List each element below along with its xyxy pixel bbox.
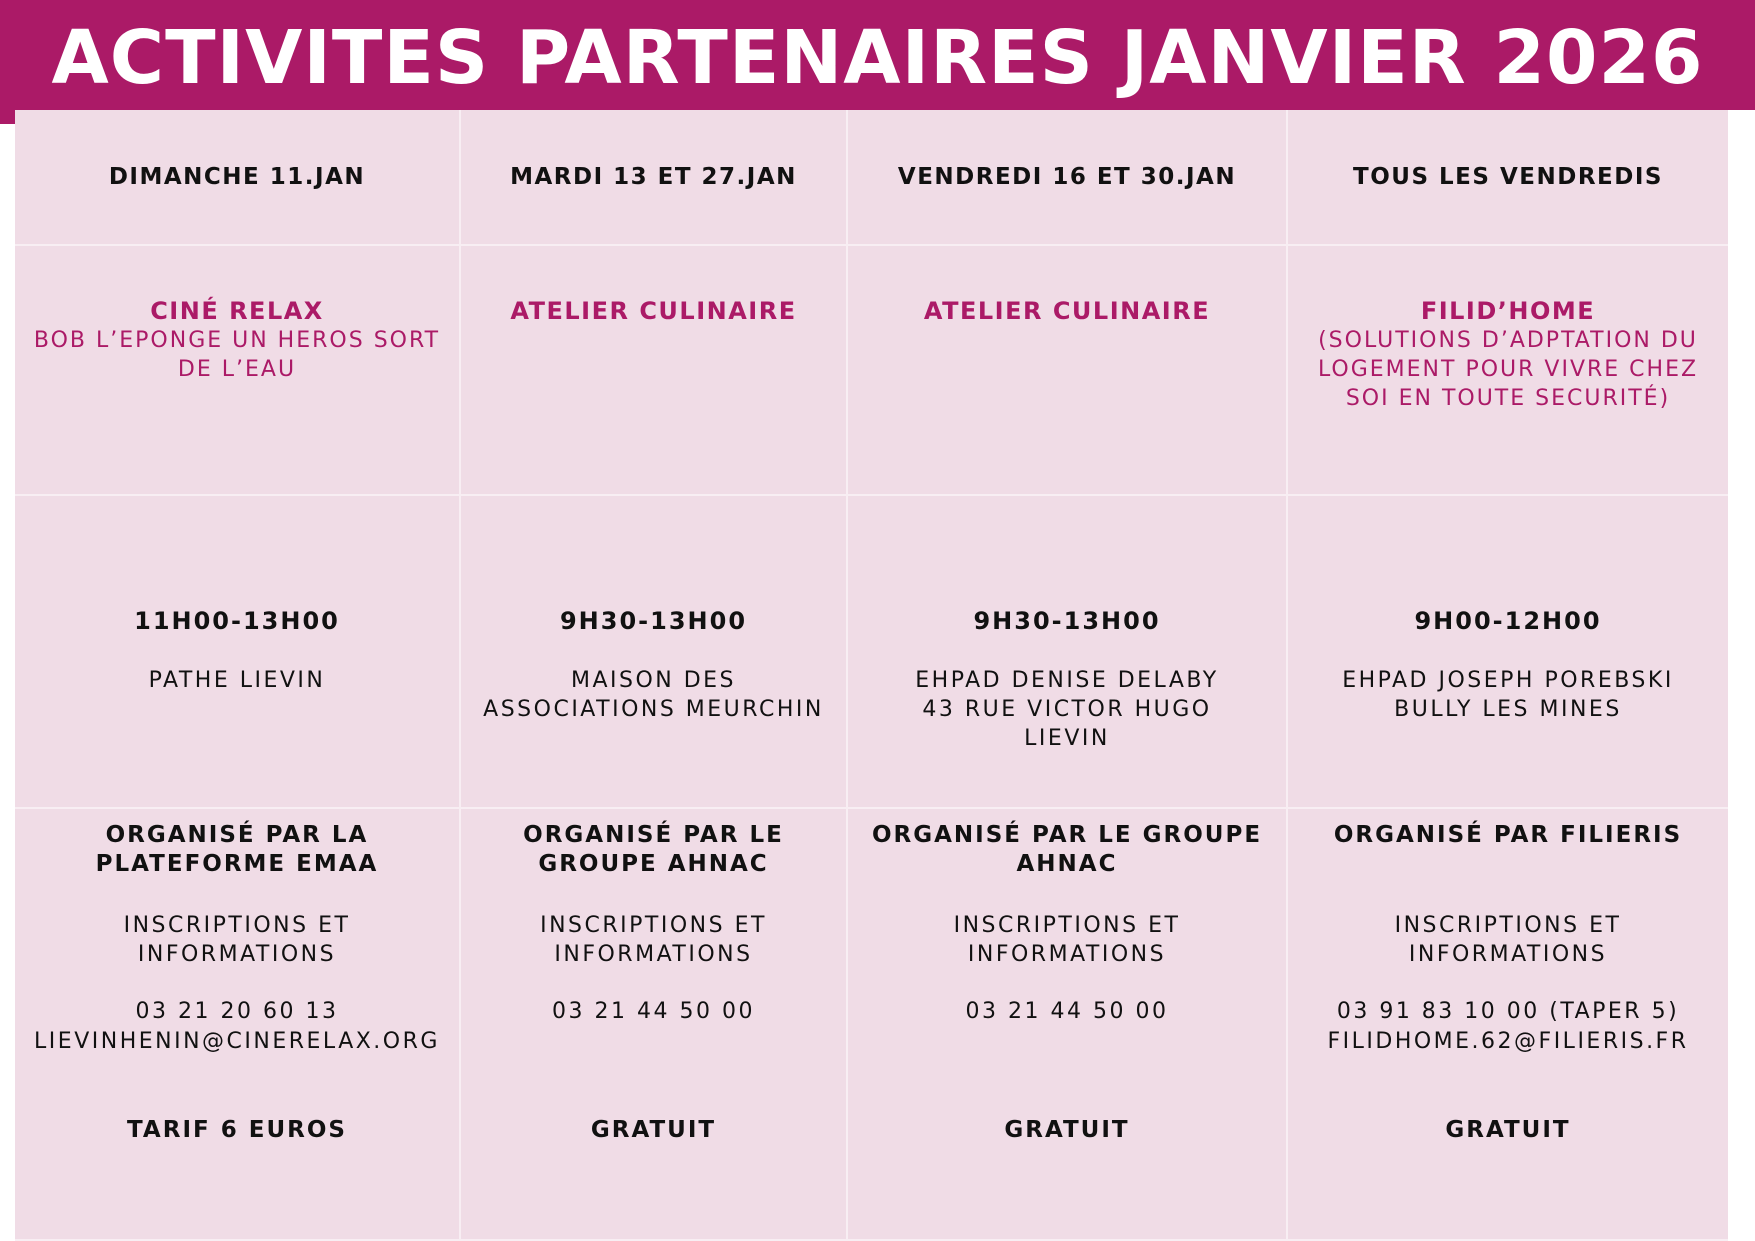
location: PATHE LIEVIN — [148, 668, 326, 693]
contact-info: 03 21 44 50 00 — [552, 999, 755, 1024]
time-range: 9H30-13H00 — [559, 607, 748, 635]
activity-subtitle: (SOLUTIONS D’ADPTATION DU LOGEMENT POUR VIVRE CHEZ SOI EN TOUTE SECURITÉ) — [1317, 328, 1699, 411]
price: GRATUIT — [1445, 1117, 1571, 1143]
organizer: ORGANISÉ PAR LA PLATEFORME EMAA — [95, 822, 379, 877]
activity-title: FILID’HOME — [1420, 297, 1596, 325]
registration-label: INSCRIPTIONS ET INFORMATIONS — [1394, 913, 1622, 967]
contact-info: 03 21 44 50 00 — [965, 999, 1169, 1024]
location: MAISON DES ASSOCIATIONS MEURCHIN — [483, 668, 824, 722]
activity-title: CINÉ RELAX — [150, 297, 324, 325]
info-cell-3 — [848, 809, 1288, 1241]
schedule-cell-1 — [15, 496, 461, 809]
time-range: 11H00-13H00 — [134, 607, 340, 635]
activities-table — [15, 110, 1728, 1241]
day-cell-2: MARDI 13 ET 27.JAN — [461, 110, 848, 246]
schedule-cell-4 — [1288, 496, 1728, 809]
contact-info: 03 21 20 60 13 LIEVINHENIN@CINERELAX.ORG — [34, 999, 440, 1054]
activity-subtitle: BOB L’EPONGE UN HEROS SORT DE L’EAU — [33, 328, 441, 382]
registration-label: INSCRIPTIONS ET INFORMATIONS — [953, 913, 1181, 967]
schedule-cell-2 — [461, 496, 848, 809]
registration-label: INSCRIPTIONS ET INFORMATIONS — [123, 913, 351, 967]
day-cell-3: VENDREDI 16 ET 30.JAN — [848, 110, 1288, 246]
price: GRATUIT — [590, 1117, 717, 1143]
activity-cell-1 — [15, 246, 461, 496]
price: TARIF 6 EUROS — [127, 1117, 347, 1143]
registration-label: INSCRIPTIONS ET INFORMATIONS — [540, 913, 767, 967]
info-cell-4 — [1288, 809, 1728, 1241]
activity-cell-4 — [1288, 246, 1728, 496]
header-notch-left — [0, 110, 15, 124]
activity-title: ATELIER CULINAIRE — [923, 297, 1211, 325]
day-cell-4: TOUS LES VENDREDIS — [1288, 110, 1728, 246]
info-cell-1 — [15, 809, 461, 1241]
contact-info: 03 91 83 10 00 (TAPER 5) FILIDHOME.62@FILIERIS.FR — [1327, 999, 1689, 1054]
price: GRATUIT — [1004, 1117, 1130, 1143]
page-title: ACTIVITES PARTENAIRES JANVIER 2026 — [51, 15, 1704, 101]
time-range: 9H30-13H00 — [973, 607, 1161, 635]
day-cell-1: DIMANCHE 11.JAN — [15, 110, 461, 246]
schedule-cell-3 — [848, 496, 1288, 809]
time-range: 9H00-12H00 — [1414, 607, 1602, 635]
activity-cell-3 — [848, 246, 1288, 496]
organizer: ORGANISÉ PAR LE GROUPE AHNAC — [871, 822, 1263, 877]
activity-cell-2 — [461, 246, 848, 496]
header-banner — [0, 0, 1755, 110]
info-cell-2 — [461, 809, 848, 1241]
activity-title: ATELIER CULINAIRE — [510, 297, 797, 325]
location: EHPAD DENISE DELABY 43 RUE VICTOR HUGO LIEVIN — [915, 668, 1219, 751]
location: EHPAD JOSEPH POREBSKI BULLY LES MINES — [1342, 668, 1674, 722]
header-notch-right — [1728, 110, 1755, 122]
organizer: ORGANISÉ PAR FILIERIS — [1333, 822, 1683, 848]
organizer: ORGANISÉ PAR LE GROUPE AHNAC — [523, 822, 784, 877]
